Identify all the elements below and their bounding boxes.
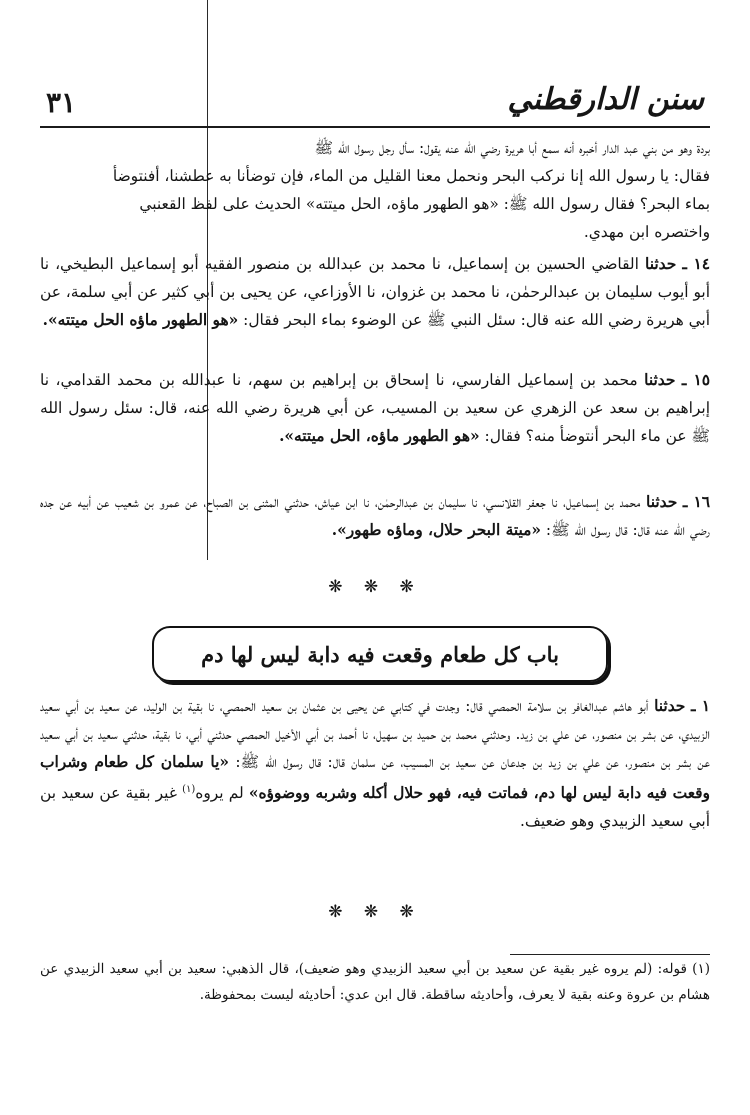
book-title: سنن الدارقطني (507, 82, 704, 117)
hadith-quote: «هو الطهور ماؤه، الحل ميتته». (279, 427, 480, 445)
hadith-quote: «ميتة البحر حلال، وماؤه طهور». (331, 521, 542, 539)
hadith-ending: غير بقية عن سعيد بن أبي سعيد الزبيدي وهو ضعيف. (40, 784, 710, 831)
hadith-number: ١٤ ـ (682, 255, 710, 273)
hadith-14 (40, 250, 710, 334)
hadith-number: ١٦ ـ (682, 493, 710, 511)
page-header (40, 82, 710, 126)
hadith-after-quote: لم يروه (195, 784, 244, 803)
text-line: واختصره ابن مهدي. (583, 223, 710, 241)
hadith-number: ١ ـ (691, 697, 710, 715)
hadith-quote: «يا سلمان كل طعام وشراب وقعت فيه دابة ليس لها دم، فماتت فيه، فهو حلال أكله وشربه ووضوؤه» (40, 753, 710, 803)
section-separator: ❋ ❋ ❋ (328, 577, 422, 597)
section-separator: ❋ ❋ ❋ (328, 902, 422, 922)
text-line: بماء البحر؟ فقال رسول الله ﷺ: «هو الطهور ماؤه، الحل ميتته» الحديث على لفظ القعنبي (139, 195, 710, 213)
chapter-heading-box (152, 626, 608, 682)
hadith-opening: حدثنا (644, 371, 676, 389)
hadith-opening: حدثنا (646, 493, 678, 511)
hadith-text: محمد بن إسماعيل، نا جعفر القلانسي، نا سليمان بن عبدالرحمٰن، نا ابن عياش، حدثني المثنى بن الصباح، عن عمرو بن شعيب عن أبيه عن جده رضي الله عنه قال: قال رسول الله ﷺ: (40, 493, 710, 539)
hadith-number: ١٥ ـ (681, 371, 710, 389)
hadith-opening: حدثنا (645, 255, 677, 273)
hadith-opening: حدثنا (654, 697, 686, 715)
header-rule (40, 126, 710, 128)
text-line: فقال: يا رسول الله إنا نركب البحر ونحمل معنا القليل من الماء، فإن توضأنا به عطشنا، أفنتوضأ (112, 167, 710, 185)
footnote-rule (510, 954, 710, 955)
hadith-15 (40, 366, 710, 450)
page-number: ٣١ (46, 86, 77, 119)
footnote: (١) قوله: (لم يروه غير بقية عن سعيد بن أبي سعيد الزبيدي وهو ضعيف)، قال الذهبي: سعيد بن أبي سعيد الزبيدي عن هشام بن عروة وعنه بقية لا يعرف، وأحاديثه ساقطة. قال ابن عدي: أحاديثه ليست بمحفوظة. (40, 961, 710, 1003)
chapter-title: باب كل طعام وقعت فيه دابة ليس لها دم (201, 641, 559, 667)
chapter-hadith-1 (40, 692, 710, 835)
text-line: بردة وهو من بني عبد الدار أخبره أنه سمع أبا هريرة رضي الله عنه يقول: سأل رجل رسول الله ﷺ (314, 139, 710, 157)
hadith-text: محمد بن إسماعيل الفارسي، نا إسحاق بن إبراهيم بن سهم، نا عبدالله بن محمد القدامي، نا إبراهيم بن سعد عن الزهري عن سعيد بن المسيب، عن أبي هريرة رضي الله عنه، قال: سئل رسول الله ﷺ عن ماء البحر أنتوضأ منه؟ فقال: (40, 371, 710, 445)
hadith-quote: «هو الطهور ماؤه الحل ميتته». (42, 311, 239, 329)
hadith-text: القاضي الحسين بن إسماعيل، نا محمد بن عبدالله بن منصور الفقيه أبو إسماعيل البطيخي، نا أبو أيوب سليمان بن عبدالرحمٰن، نا محمد بن غزوان، نا الأوزاعي، عن يحيى بن أبي كثير عن أبي سلمة، عن أبي هريرة رضي الله عنه قال: سئل النبي ﷺ عن الوضوء بماء البحر فقال: (40, 255, 710, 329)
footnote-reference[interactable]: (١) (182, 784, 196, 795)
intro-paragraph (40, 134, 710, 246)
hadith-text: أبو هاشم عبدالغافر بن سلامة الحمصي قال: وجدت في كتابي عن يحيى بن عثمان بن سعيد الحمصي، نا بقية بن الوليد، عن سعيد بن أبي سعيد الزبيدي، عن بشر بن منصور، عن علي بن زيد. وحدثني محمد بن حميد بن سهيل، نا أحمد بن أبي الأخيل الحمصي حدثني أبي، نا بقية، حدثني سعيد بن أبي سعيد عن بشر بن منصور، عن علي بن زيد بن جدعان عن سعيد بن المسيب، عن سلمان قال: قال رسول الله ﷺ: (40, 697, 710, 771)
hadith-16 (40, 488, 710, 544)
